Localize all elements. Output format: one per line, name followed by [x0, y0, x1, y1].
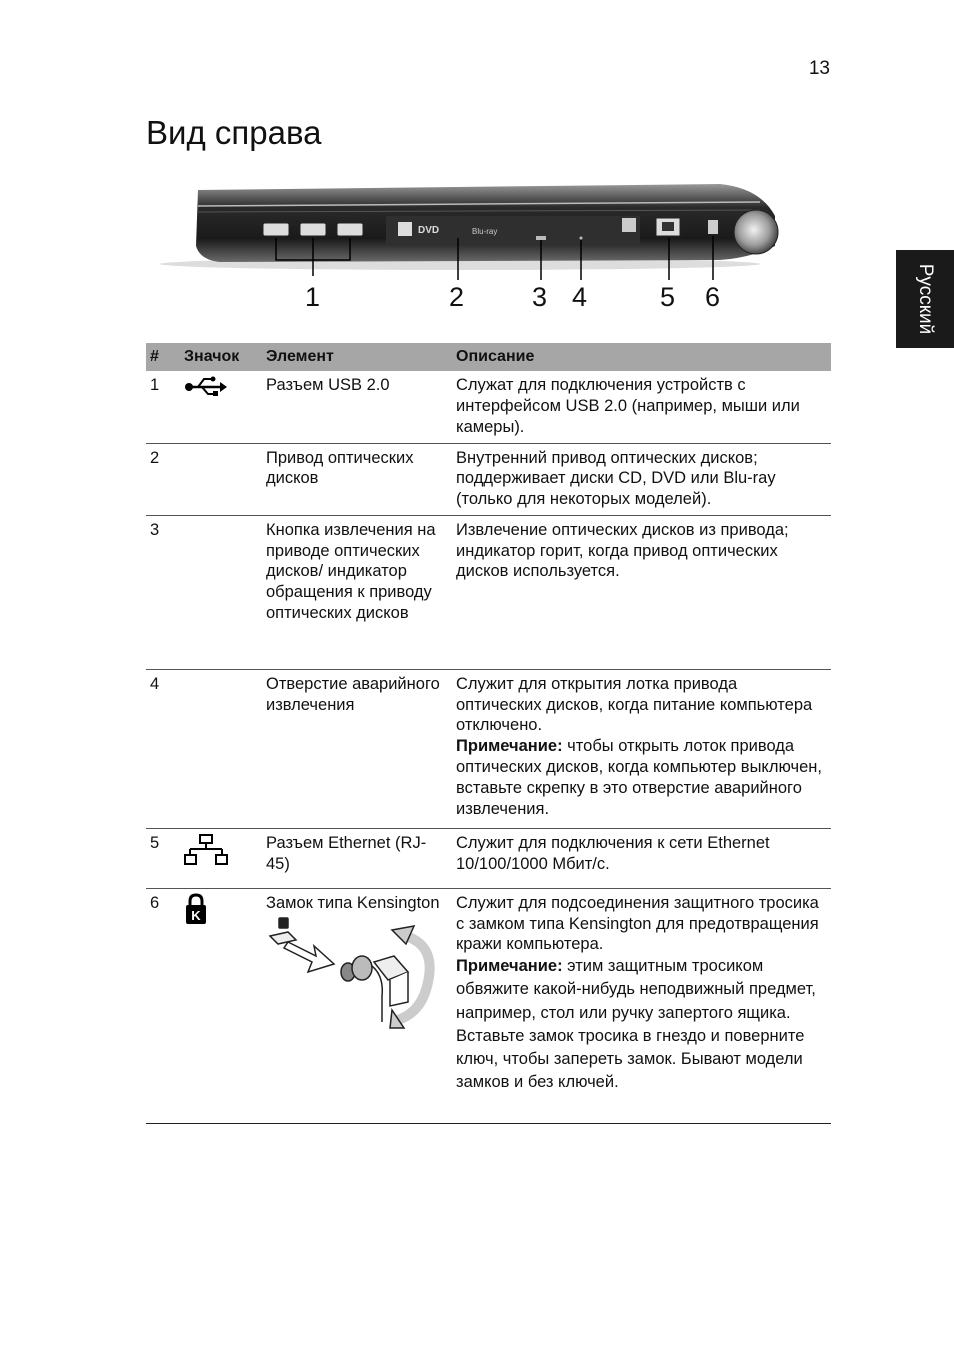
- callout-1: 1: [305, 282, 321, 312]
- note-label: Примечание:: [456, 957, 563, 976]
- row-item: Замок типа Kensington: [266, 893, 440, 912]
- table-row: [146, 443, 831, 515]
- header-description: Описание: [450, 343, 831, 371]
- laptop-right-side-illustration: [160, 176, 800, 316]
- note-text: этим защитным тросиком обвяжите какой-нибудь неподвижный предмет, например, стол или ручку запертого ящика. Вставьте замок тросика в гнездо и поверните ключ, чтобы запереть замок. Бывают модели замков и без ключей.: [456, 957, 816, 1092]
- row-item: Кнопка извлечения на приводе оптических дисков/ индикатор обращения к приводу оптических дисков: [260, 515, 450, 669]
- callout-4: 4: [572, 282, 588, 312]
- row-number: 3: [146, 515, 178, 669]
- table-row: [146, 515, 831, 669]
- table-row: [146, 888, 831, 1123]
- page-title: Вид справа: [146, 114, 322, 151]
- language-tab-label: Русский: [915, 263, 936, 335]
- table-row: [146, 669, 831, 828]
- row-description: Служит для подсоединения защитного тросика с замком типа Kensington для предотвращения кражи компьютера.: [456, 893, 819, 954]
- callout-2: 2: [449, 282, 465, 312]
- kensington-lock-icon: [184, 893, 208, 925]
- row-item: Разъем Ethernet (RJ-45): [260, 828, 450, 888]
- table-row: [146, 371, 831, 443]
- note-label: Примечание:: [456, 737, 563, 756]
- svg-text:DVD: DVD: [418, 225, 440, 236]
- usb-icon: [184, 375, 228, 397]
- svg-text:Blu-ray: Blu-ray: [472, 227, 498, 236]
- kensington-icon-letter: K: [191, 907, 201, 923]
- callout-3: 3: [532, 282, 548, 312]
- language-tab: [896, 250, 954, 348]
- row-item: Отверстие аварийного извлечения: [260, 669, 450, 828]
- note-text: чтобы открыть лоток привода оптических дисков, когда компьютер выключен, вставьте скрепку в это отверстие аварийного извлечения.: [456, 737, 822, 818]
- row-number: 6: [146, 888, 178, 1123]
- row-description: Служат для подключения устройств с интерфейсом USB 2.0 (например, мыши или камеры).: [450, 371, 831, 443]
- header-item: Элемент: [260, 343, 450, 371]
- row-description: Служит для подключения к сети Ethernet 10/100/1000 Мбит/с.: [450, 828, 831, 888]
- header-icon: Значок: [178, 343, 260, 371]
- header-number: #: [146, 343, 178, 371]
- table-row: [146, 828, 831, 888]
- row-item: Разъем USB 2.0: [260, 371, 450, 443]
- row-number: 2: [146, 443, 178, 515]
- row-description: Извлечение оптических дисков из привода; индикатор горит, когда привод оптических дисков используется.: [450, 515, 831, 669]
- row-description: Внутренний привод оптических дисков; поддерживает диски CD, DVD или Blu-ray (только для некоторых моделей).: [450, 443, 831, 515]
- row-note: [456, 955, 825, 1094]
- table-header-row: [146, 343, 831, 371]
- row-item: Привод оптических дисков: [260, 443, 450, 515]
- callout-6: 6: [705, 282, 721, 312]
- page-number: 13: [808, 58, 830, 79]
- ethernet-icon: [184, 833, 228, 867]
- row-note: [456, 736, 825, 819]
- ports-table: [146, 343, 831, 1124]
- kensington-lock-illustration: [266, 916, 438, 1052]
- row-number: 1: [146, 371, 178, 443]
- row-description: Служит для открытия лотка привода оптических дисков, когда питание компьютера отключено.: [456, 674, 813, 735]
- callout-5: 5: [660, 282, 676, 312]
- row-number: 5: [146, 828, 178, 888]
- row-number: 4: [146, 669, 178, 828]
